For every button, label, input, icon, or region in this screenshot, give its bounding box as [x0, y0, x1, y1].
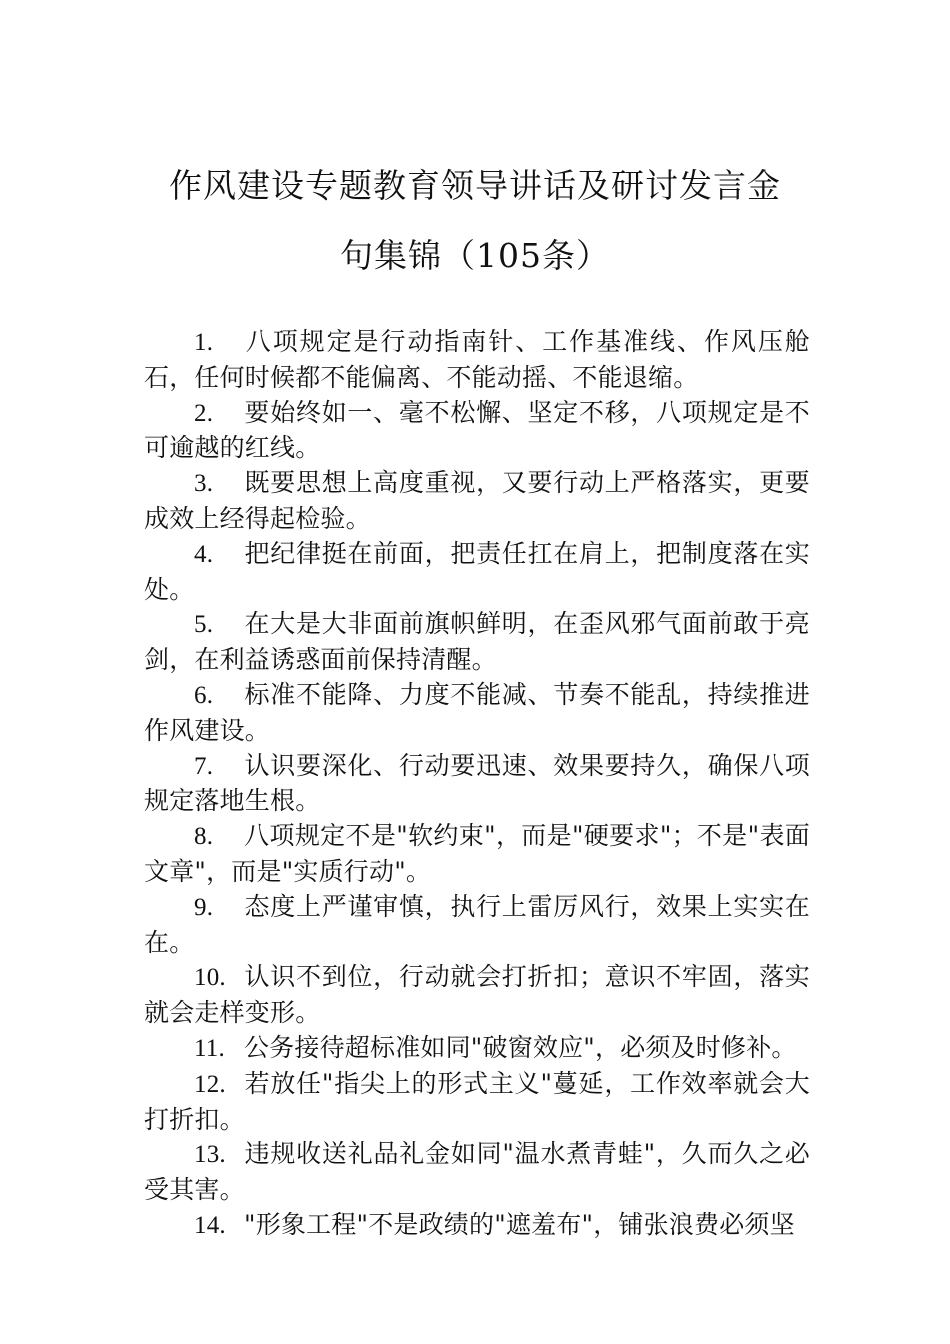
list-item-text: 八项规定不是"软约束"，而是"硬要求"；不是"表面文章"，而是"实质行动"。: [144, 821, 810, 886]
list-item-text: 认识不到位，行动就会打折扣；意识不牢固，落实就会走样变形。: [144, 962, 810, 1028]
list-item: [144, 749, 810, 820]
list-item-text: 态度上严谨审慎，执行上雷厉风行，效果上实实在在。: [144, 891, 810, 957]
list-item-number: 11.: [194, 1034, 225, 1062]
list-item: [144, 537, 810, 608]
list-item: [144, 1031, 810, 1067]
list-item: [144, 607, 810, 678]
list-item-number: 9.: [194, 893, 214, 921]
list-item-text: 要始终如一、毫不松懈、坚定不移，八项规定是不可逾越的红线。: [144, 397, 810, 463]
list-item: [144, 1137, 810, 1208]
list-item: [144, 819, 810, 890]
list-item-text: 标准不能降、力度不能减、节奏不能乱，持续推进作风建设。: [144, 679, 810, 745]
list-item-text: 把纪律挺在前面，把责任扛在肩上，把制度落在实处。: [144, 538, 810, 604]
list-item-number: 13.: [194, 1141, 226, 1169]
list-item-text: 在大是大非面前旗帜鲜明，在歪风邪气面前敢于亮剑，在利益诱惑面前保持清醒。: [144, 609, 810, 675]
list-item-text: "形象工程"不是政绩的"遮羞布"，铺张浪费必须坚: [244, 1209, 795, 1239]
list-item-text: 既要思想上高度重视，又要行动上严格落实，更要成效上经得起检验。: [144, 468, 810, 533]
list-item: [144, 890, 810, 961]
list-item-number: 1.: [194, 329, 214, 356]
list-item: [144, 1067, 810, 1138]
list-item: [144, 1208, 810, 1244]
list-item-text: 违规收送礼品礼金如同"温水煮青蛙"，久而久之必受其害。: [144, 1139, 810, 1205]
list-item-number: 3.: [194, 470, 214, 498]
list-item: [144, 678, 810, 749]
list-item-number: 8.: [194, 823, 214, 851]
list-item-text: 若放任"指尖上的形式主义"蔓延，工作效率就会大打折扣。: [144, 1068, 810, 1134]
document-title-line-2: 句集锦（105条）: [340, 236, 610, 275]
list-item: [144, 960, 810, 1031]
list-item: [144, 466, 810, 537]
list-item-number: 6.: [194, 681, 214, 709]
quote-list: [144, 325, 810, 1244]
list-item-number: 2.: [194, 399, 214, 427]
list-item-text: 八项规定是行动指南针、工作基准线、作风压舱石，任何时候都不能偏离、不能动摇、不能退缩。: [144, 327, 810, 392]
list-item-number: 5.: [194, 611, 214, 639]
list-item: [144, 325, 810, 396]
list-item-number: 10.: [194, 964, 226, 992]
list-item-text: 公务接待超标准如同"破窗效应"，必须及时修补。: [244, 1032, 797, 1062]
list-item-number: 4.: [194, 540, 214, 568]
list-item: [144, 396, 810, 467]
list-item-number: 12.: [194, 1070, 226, 1098]
list-item-text: 认识要深化、行动要迅速、效果要持久，确保八项规定落地生根。: [144, 750, 810, 816]
list-item-number: 14.: [194, 1211, 226, 1239]
document-title-line-1: 作风建设专题教育领导讲话及研讨发言金: [169, 166, 781, 205]
list-item-number: 7.: [194, 752, 214, 780]
